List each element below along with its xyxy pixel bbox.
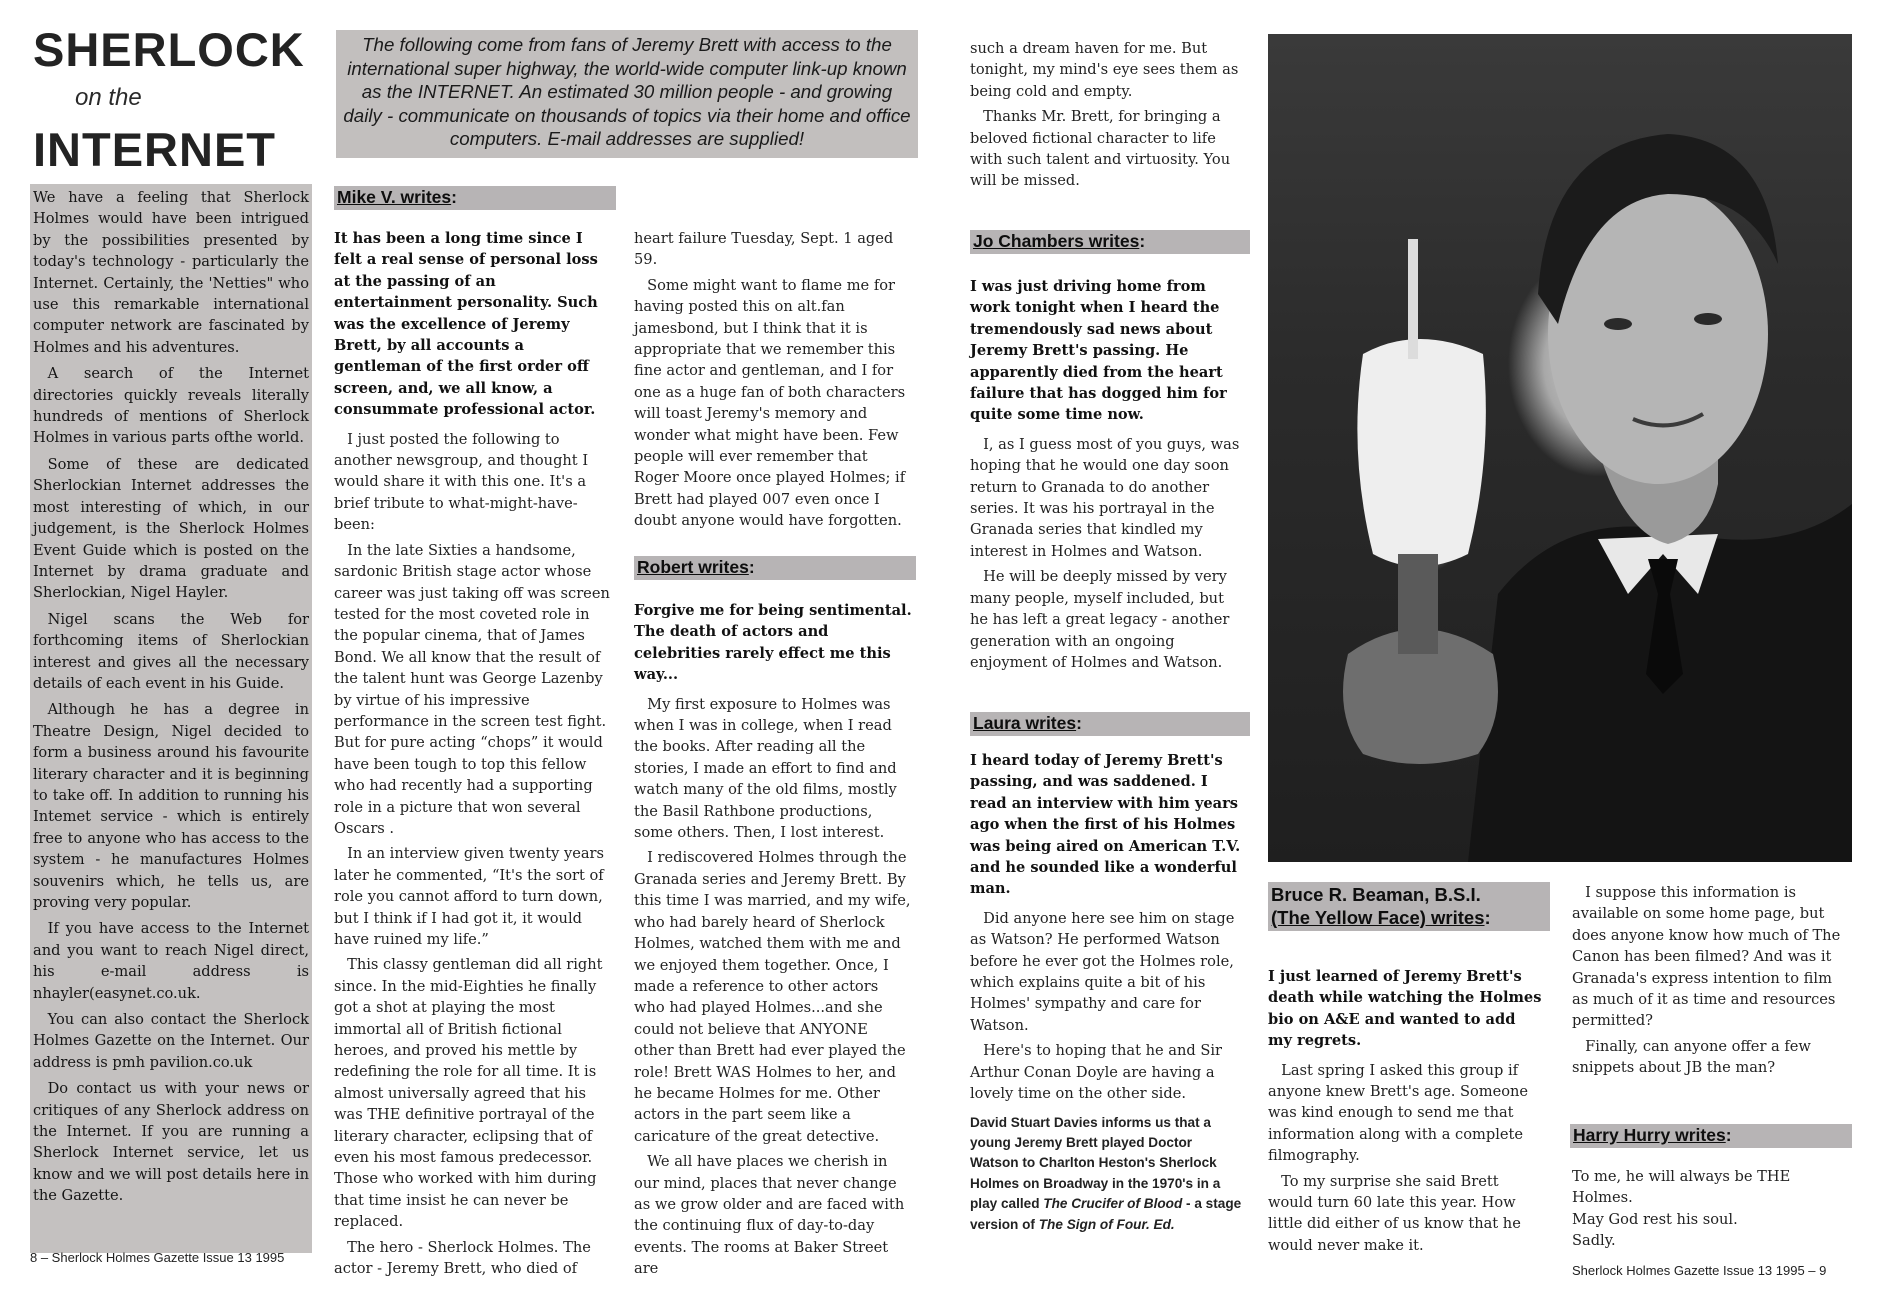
jo-header-label: Jo Chambers writes bbox=[973, 231, 1140, 251]
bruce-header-line2: (The Yellow Face) writes bbox=[1271, 907, 1485, 928]
mike-paragraph: The hero - Sherlock Holmes. The actor - Jeremy Brett, who died of bbox=[334, 1238, 591, 1278]
harry-header-colon: : bbox=[1725, 1125, 1732, 1145]
mike-header-colon: : bbox=[451, 187, 457, 207]
bruce-cont-paragraph: Finally, can anyone offer a few snippets about JB the man? bbox=[1572, 1037, 1811, 1077]
jeremy-brett-photo bbox=[1268, 34, 1852, 862]
harry-line: Sadly. bbox=[1572, 1232, 1616, 1250]
sidebar-paragraph: If you have access to the Internet and you want to reach Nigel direct, his e-mail address is nhayler(easynet.co.uk. bbox=[33, 920, 309, 1002]
robert-paragraph: We all have places we cherish in our mind, places that never change as we grow older and are faced with the continuing flux of day-to-day events. The rooms at Baker Street are bbox=[634, 1153, 905, 1278]
bruce-header-line1: Bruce R. Beaman, B.S.I. bbox=[1271, 884, 1481, 905]
jo-paragraph: He will be deeply missed by very many people, myself included, but he has left a great legacy - another generation with an ongoing enjoyment of Holmes and Watson. bbox=[970, 568, 1230, 671]
photo-illustration bbox=[1268, 34, 1852, 862]
laura-paragraph: Did anyone here see him on stage as Watson? He performed Watson before he ever got the Holmes role, which explains quite a bit of his Holmes' sympathy and care for Watson. bbox=[970, 909, 1235, 1034]
mike-paragraph: In the late Sixties a handsome, sardonic British stage actor whose career was just taking off was screen tested for the most coveted role in the popular cinema, that of James Bond. We all know that the result of the talent hunt was George Lazenby by virtue of his impressive performance in the screen test fight. But for pure acting “chops” it would have been tough to top this fellow who had recently had a supporting role in a picture that won several Oscars . bbox=[334, 541, 610, 837]
jo-lead: I was just driving home from work tonight when I heard the tremendously sad news about Jeremy Brett's passing. He apparently died from the heart failure that has dogged him for quite some time now. bbox=[970, 278, 1227, 424]
sidebar-paragraph: A search of the Internet directories quickly reveals literally hundreds of mentions of Sherlock Holmes in various parts ofthe world. bbox=[33, 365, 309, 447]
mike-paragraph: This classy gentleman did all right since. In the mid-Eighties he finally got a shot at playing the most immortal all of British fictional heroes, and proved his mettle by redefining the role for all time. It is almost universally agreed that his was THE definitive portrayal of the literary character, eclipsing that of even his most famous predecessor. Those who worked with him during that time insist he can never be replaced. bbox=[334, 956, 603, 1231]
robert-header-label: Robert writes bbox=[637, 557, 749, 577]
mike-cont-paragraph: Some might want to flame me for having posted this on alt.fan jamesbond, but I think that it is appropriate that we remember this fine actor and gentleman, and I for one as a huge fan of both characters will toast Jeremy's memory and wonder what might have been. Few people will ever remember that Roger Moore once played Holmes; if Brett had played 007 even once I doubt anyone would have forgotten. bbox=[634, 276, 906, 530]
mike-column bbox=[334, 228, 612, 1284]
footer-right: Sherlock Holmes Gazette Issue 13 1995 – 9 bbox=[1572, 1263, 1827, 1278]
mike-paragraph: In an interview given twenty years later he commented, “It's the sort of role you cannot afford to turn down, but I think if I had got it, it would have ruined my life.” bbox=[334, 845, 605, 948]
laura-lead: I heard today of Jeremy Brett's passing, and was saddened. I read an interview with him years ago when the first of his Holmes was being aired on American T.V. and he sounded like a wonderful man. bbox=[970, 752, 1241, 898]
harry-column bbox=[1572, 1166, 1848, 1252]
sidebar-paragraph: Although he has a degree in Theatre Design, Nigel decided to form a business around his favourite literary character and it is beginning to take off. In addition to running his Intemet service - which is entirely free to anyone who has access to the system - he manufactures Holmes souvenirs which, he tells us, are proving very popular. bbox=[33, 701, 309, 911]
editor-note-title-2: The Sign of Four. Ed. bbox=[1038, 1216, 1175, 1232]
jo-paragraph: I, as I guess most of you guys, was hoping that he would one day soon return to Granada to do another series. It was his portrayal in the Granada series that kindled my interest in Holmes and Watson. bbox=[970, 435, 1240, 560]
eye-left bbox=[1604, 318, 1632, 330]
bruce-header-line2-wrap bbox=[1271, 906, 1547, 929]
sidebar-paragraph: Do contact us with your news or critiques of any Sherlock address on the Internet. If you are running a Sherlock Internet service, let us know and we will post details here in the Gazette. bbox=[33, 1080, 309, 1205]
eye-right bbox=[1694, 313, 1722, 325]
sidebar-paragraph: Some of these are dedicated Sherlockian Internet addresses the most interesting of which, in our judgement, is the Sherlock Holmes Event Guide which is posted on the Internet by drama graduate and Sherlockian, Nigel Hayler. bbox=[33, 455, 309, 602]
editor-note-text-b: - a stage version of bbox=[970, 1196, 1242, 1232]
editor-note-title-1: The Crucifer of Blood bbox=[1043, 1196, 1183, 1212]
lamp-stem bbox=[1398, 554, 1438, 654]
harry-line: To me, he will always be THE Holmes. bbox=[1572, 1168, 1791, 1207]
harry-header bbox=[1570, 1124, 1852, 1148]
robert-column bbox=[634, 600, 912, 1284]
editor-note bbox=[970, 1113, 1242, 1235]
sidebar-paragraph: You can also contact the Sherlock Holmes Gazette on the Internet. Our address is pmh pavilion.co.uk bbox=[33, 1011, 309, 1071]
title-sherlock: SHERLOCK bbox=[33, 23, 305, 76]
title-internet: INTERNET bbox=[33, 123, 276, 176]
robert-paragraph: My first exposure to Holmes was when I was in college, when I read the books. After reading all the stories, I made an effort to find and watch many of the old films, mostly the Basil Rathbone productions, some others. Then, I lost interest. bbox=[634, 695, 897, 842]
mike-header bbox=[334, 186, 616, 210]
title-on-the: on the bbox=[75, 84, 142, 111]
laura-paragraph: Here's to hoping that he and Sir Arthur Conan Doyle are having a lovely time on the other side. bbox=[970, 1042, 1222, 1103]
mike-cont-paragraph: heart failure Tuesday, Sept. 1 aged 59. bbox=[634, 230, 894, 269]
sidebar-paragraph: Nigel scans the Web for forthcoming items of Sherlockian interest and gives all the necessary details of each event in his Guide. bbox=[33, 610, 309, 692]
robert-paragraph: I rediscovered Holmes through the Granada series and Jeremy Brett. By this time I was married, and my wife, who had barely heard of Sherlock Holmes, watched them with me and we enjoyed them together. Once, I made a reference to other actors who had played Holmes...and she could not believe that ANYONE other than Brett had ever played the role! Brett WAS Holmes to her, and he became Holmes for me. Other actors in the part seem like a caricature of the great detective. bbox=[634, 849, 911, 1145]
laura-header-label: Laura writes bbox=[973, 713, 1077, 733]
sidebar-article bbox=[30, 184, 312, 1253]
bruce-column bbox=[1268, 966, 1544, 1260]
bruce-paragraph: Last spring I asked this group if anyone knew Brett's age. Someone was kind enough to send me that information along with a complete filmography. bbox=[1268, 1061, 1529, 1165]
laura-header-colon: : bbox=[1076, 713, 1082, 733]
robert-header bbox=[634, 556, 916, 580]
robert-continued bbox=[970, 38, 1242, 196]
harry-header-label: Harry Hurry writes bbox=[1573, 1125, 1726, 1145]
laura-header bbox=[970, 712, 1250, 736]
bruce-lead: I just learned of Jeremy Brett's death while watching the Holmes bio on A&E and wanted to add my regrets. bbox=[1268, 968, 1542, 1050]
lamp-rod bbox=[1408, 239, 1418, 359]
harry-line: May God rest his soul. bbox=[1572, 1210, 1738, 1228]
mike-lead: It has been a long time since I felt a real sense of personal loss at the passing of an entertainment personality. Such was the excellence of Jeremy Brett, by all accounts a gentleman of the first order off screen, and, we all know, a consummate professional actor. bbox=[334, 230, 598, 419]
intro-box: The following come from fans of Jeremy Brett with access to the international super highway, the world-wide computer link-up known as the INTERNET. An estimated 30 million people - and growing daily - communicate on thousands of topics via their home and office computers. E-mail addresses are supplied! bbox=[336, 30, 918, 158]
bruce-header bbox=[1268, 882, 1550, 931]
jo-header-colon: : bbox=[1139, 231, 1146, 251]
bruce-paragraph: To my surprise she said Brett would turn 60 late this year. How little did either of us know that he would never make it. bbox=[1268, 1172, 1521, 1254]
bruce-continued bbox=[1572, 882, 1852, 1083]
jo-column bbox=[970, 276, 1242, 677]
mike-continued bbox=[634, 228, 912, 536]
footer-left: 8 – Sherlock Holmes Gazette Issue 13 1995 bbox=[30, 1250, 285, 1265]
robert-lead: Forgive me for being sentimental. The death of actors and celebrities rarely effect me this way... bbox=[634, 602, 912, 684]
mike-header-label: Mike V. writes bbox=[337, 187, 452, 207]
lamp-shade bbox=[1357, 339, 1485, 567]
sidebar-paragraph: We have a feeling that Sherlock Holmes would have been intrigued by the possibilities presented by today's technology - particularly the Internet. Certainly, the 'Netties" who use this remarkable international computer network are fascinated by Holmes and his adventures. bbox=[33, 189, 309, 356]
robert-header-colon: : bbox=[748, 557, 755, 577]
bruce-cont-paragraph: I suppose this information is available on some home page, but does anyone know how much of The Canon has been filmed? And was it Granada's express intention to film as much of it as time and resources permitted? bbox=[1572, 884, 1841, 1030]
bruce-header-colon: : bbox=[1484, 907, 1491, 928]
robert-cont-paragraph: such a dream haven for me. But tonight, my mind's eye sees them as being cold and empty. bbox=[970, 40, 1239, 100]
robert-cont-paragraph: Thanks Mr. Brett, for bringing a beloved fictional character to life with such talent and virtuosity. You will be missed. bbox=[970, 108, 1231, 190]
laura-column bbox=[970, 750, 1242, 1239]
mike-paragraph: I just posted the following to another newsgroup, and thought I would share it with this one. It's a brief tribute to what-might-have-been: bbox=[334, 430, 589, 534]
editor-note-text-a: David Stuart Davies informs us that a young Jeremy Brett played Doctor Watson to Charlton Heston's Sherlock Holmes on Broadway in the 1970's in a play called bbox=[970, 1114, 1221, 1212]
jo-header bbox=[970, 230, 1250, 254]
